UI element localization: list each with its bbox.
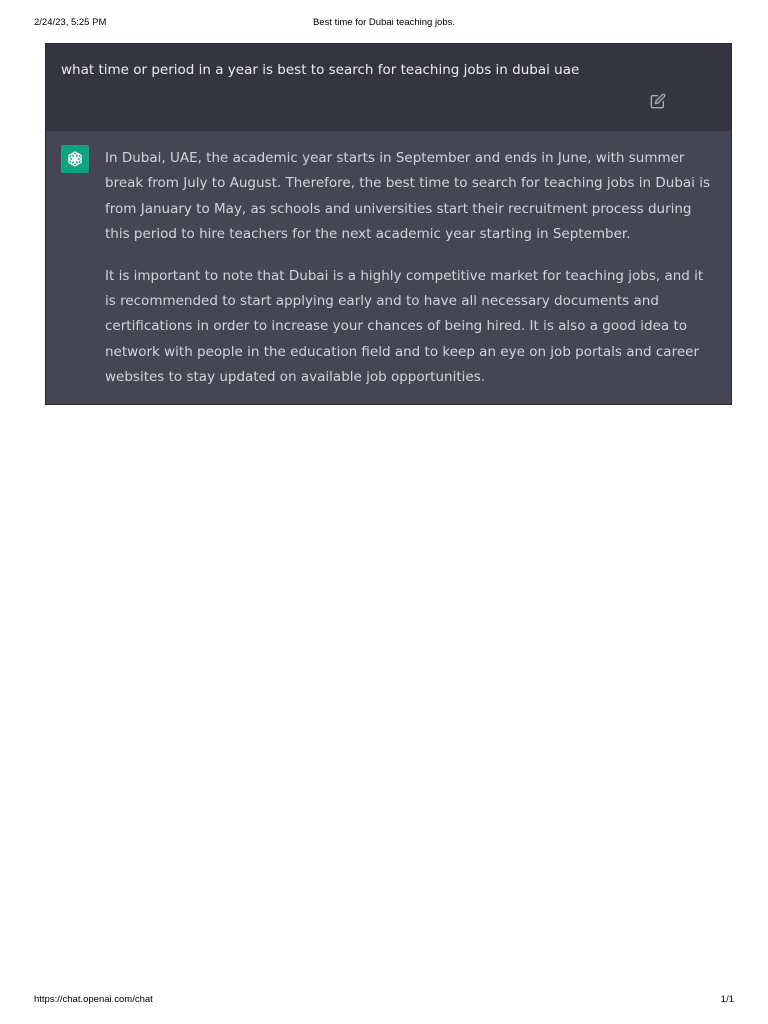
print-footer bbox=[34, 994, 734, 1008]
print-page-number: 1/1 bbox=[720, 994, 734, 1005]
print-datetime: 2/24/23, 5:25 PM bbox=[34, 17, 107, 28]
user-message-block bbox=[46, 44, 731, 131]
assistant-paragraph: It is important to note that Dubai is a highly competitive market for teaching jobs, and it is recommended to start applying early and to have all necessary documents and certifications in order to increase your chances of being hired. It is also a good idea to network with people in the education field and to keep an eye on job portals and career websites to stay updated on available job opportunities. bbox=[105, 267, 704, 386]
print-header bbox=[34, 17, 734, 31]
assistant-message-block bbox=[46, 131, 731, 404]
assistant-paragraph: In Dubai, UAE, the academic year starts in September and ends in June, with summer break from July to August. Therefore, the best time to search for teaching jobs in Dubai is from January to May, as schools and universities start their recruitment process during this period to hire teachers for the next academic year starting in September. bbox=[105, 150, 710, 243]
print-url: https://chat.openai.com/chat bbox=[34, 994, 153, 1005]
edit-icon[interactable] bbox=[650, 93, 666, 109]
assistant-message-text bbox=[105, 146, 717, 407]
print-page-title: Best time for Dubai teaching jobs. bbox=[312, 17, 456, 28]
user-message-text: what time or period in a year is best to search for teaching jobs in dubai uae bbox=[61, 62, 580, 78]
openai-logo-icon bbox=[61, 145, 89, 173]
chat-conversation bbox=[45, 43, 732, 405]
